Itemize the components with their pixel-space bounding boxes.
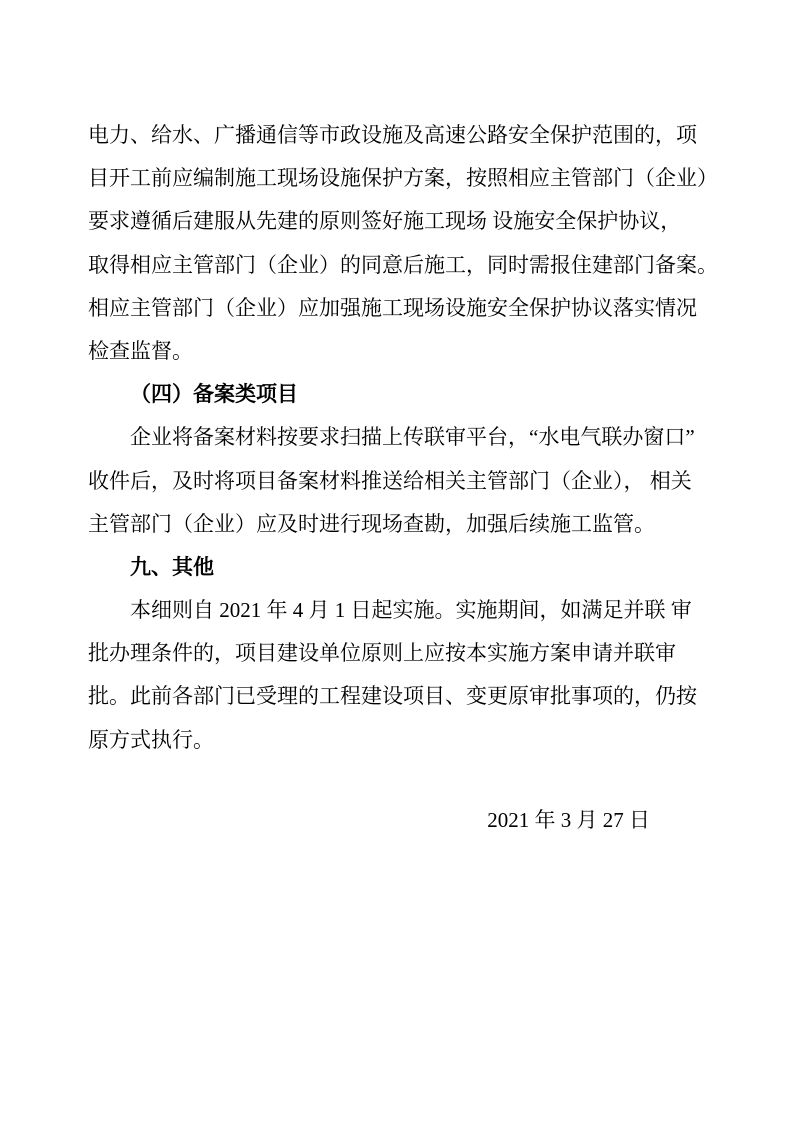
paragraph-line: 本细则自 2021 年 4 月 1 日起实施。实施期间，如满足并联 审 (130, 598, 692, 623)
document-body (88, 114, 720, 842)
paragraph-line: 相应主管部门（企业）应加强施工现场设施安全保护协议落实情况 (88, 295, 697, 320)
paragraph-line: 批办理条件的，项目建设单位原则上应按本实施方案申请并联审 (88, 641, 676, 666)
paragraph-line: 主管部门（企业）应及时进行现场查勘，加强后续施工监管。 (88, 511, 655, 536)
section-heading-filing-projects: （四）备案类项目 (130, 382, 298, 407)
paragraph-line: 目开工前应编制施工现场设施保护方案，按照相应主管部门（企业） (88, 166, 718, 191)
section-heading-others: 九、其他 (130, 554, 214, 579)
paragraph-line: 要求遵循后建服从先建的原则签好施工现场 设施安全保护协议， (88, 209, 682, 234)
paragraph-line: 批。此前各部门已受理的工程建设项目、变更原审批事项的，仍按 (88, 684, 697, 709)
paragraph-line: 电力、给水、广播通信等市政设施及高速公路安全保护范围的，项 (88, 123, 697, 147)
paragraph-line: 原方式执行。 (88, 727, 214, 752)
document-date: 2021 年 3 月 27 日 (487, 807, 650, 832)
paragraph-line: 取得相应主管部门（企业）的同意后施工，同时需报住建部门备案。 (88, 252, 718, 277)
paragraph-line: 检查监督。 (88, 338, 193, 363)
paragraph-line: 收件后，及时将项目备案材料推送给相关主管部门（企业）， 相关 (88, 468, 692, 493)
paragraph-line: 企业将备案材料按要求扫描上传联审平台，“水电气联办窗口” (130, 425, 695, 450)
